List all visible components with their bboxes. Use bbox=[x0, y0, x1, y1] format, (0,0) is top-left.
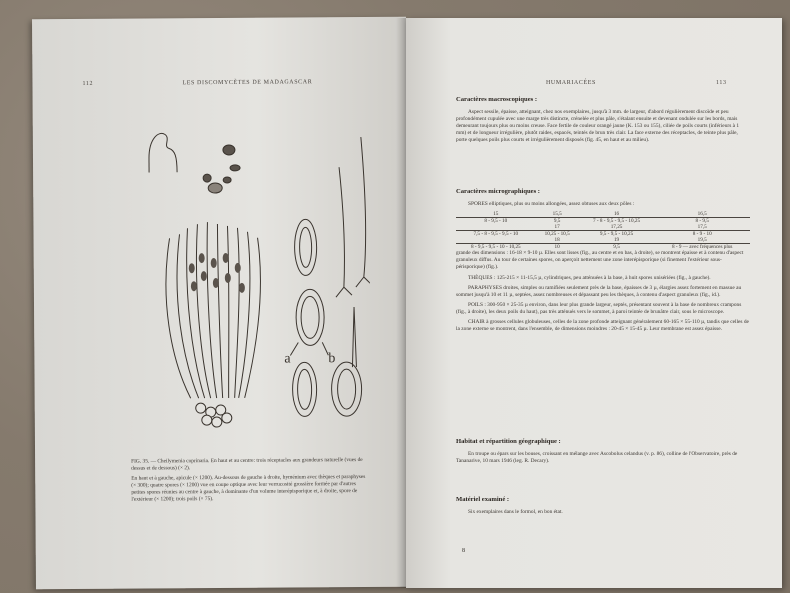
table-cell: 16 bbox=[613, 211, 620, 217]
fungus-illustration-plate bbox=[129, 127, 371, 447]
table-cell: 19,5 bbox=[697, 237, 707, 243]
macroscopic-section bbox=[456, 96, 750, 144]
table-cell: 15 bbox=[493, 211, 499, 217]
table-cell: 9,5 - 9,5 - 10,25 bbox=[599, 231, 634, 237]
table-cell: 19 bbox=[613, 237, 620, 243]
spore-dimensions-table bbox=[456, 211, 750, 250]
table-cell: 17,25 bbox=[610, 224, 623, 230]
paragraph-hairs: POILS : 300-950 × 25-35 µ environ, dans leur plus grande largeur, septés, présentant souvent à la base de nombreux crampons (fig., à droite), les deux poils du haut), pas très atténués vers le sommet, à paroi teintée de brunâtre clair, sous le microscope. bbox=[456, 302, 742, 315]
table-cell: 7 - 8 - 9,5 - 9,5 - 10,25 bbox=[592, 218, 641, 224]
paragraph-paraphyses: PARAPHYSES droites, simples ou ramifiées seulement près de la base, épaisses de 3 µ, élargies assez fortement en massue au sommet jusqu'à 10 et 11 µ, septées, assez nombreuses et dépassant peu les thèques, à contenu d'aspect granuleux (fig., id.). bbox=[456, 285, 742, 298]
table-cell: 8 - 9,5 - 10 bbox=[484, 218, 508, 224]
left-running-head: LES DISCOMYCÈTES DE MADAGASCAR bbox=[182, 79, 313, 87]
material-section bbox=[456, 496, 750, 516]
table-cell: 7,5 - 8 - 9,5 - 9,5 - 10 bbox=[473, 231, 519, 237]
right-page-number: 113 bbox=[716, 80, 727, 86]
hair-drawing-2 bbox=[355, 137, 371, 287]
apicule-drawing bbox=[149, 133, 177, 172]
section-body: Six exemplaires dans le formol, en bon état. bbox=[468, 509, 563, 515]
right-page bbox=[406, 18, 782, 588]
caption-body: En haut et à gauche, apicule (× 1200). Au-dessous de gauche à droite, hyménium avec thèques et paraphyses (× 300); quatre spores (× 1200) vue en coupe optique avec leur verrucosité grossière formée par d'autres petites spores réunies au centre à gauche, à dominante d'un volume interépisporique et, à droite, spore de l'extérieur (× 1200); trois poils (× 75). bbox=[131, 473, 366, 503]
table-cell: 10,25 - 10,5 bbox=[544, 231, 570, 237]
micrographic-section bbox=[456, 188, 750, 333]
hair-drawing-1 bbox=[335, 167, 352, 297]
section-heading: Habitat et répartition géographique : bbox=[456, 438, 561, 445]
hair-drawing-3 bbox=[352, 307, 356, 367]
section-body: En troupe ou épars sur les bouses, croissant en mélange avec Ascobolus celandus (v. p. 86), colline de l'Observatoire, près de Tananarive, 10 mars 1946 (leg. R. Decary). bbox=[456, 451, 738, 464]
table-cell: 17,5 bbox=[697, 224, 707, 230]
paragraph-flesh: CHAIR à grosses cellules globuleuses, celles de la zone profonde atteignant généralement 60-165 × 55-110 µ, tandis que celles de la zone externe se montrent, dans l'ensemble, de dimensions moindres : 20-45 × 15-45 µ. Leur membrane est assez épaisse. bbox=[456, 319, 749, 332]
plate-label-b: b bbox=[328, 351, 336, 367]
caption-title: FIG. 35. — Cheilymenia coprinaria. En haut et au centre: trois réceptacles aux grandeurs naturelle (vues de dessus et de dessous) (× 2). bbox=[131, 457, 363, 472]
hymenium-drawing bbox=[166, 222, 262, 428]
paragraph-asci: THÈQUES : 125-215 × 11-15,5 µ, cylindriques, peu atténuées à la base, à huit spores unisériées (fig., à gauche). bbox=[468, 275, 711, 281]
section-heading: Caractères macroscopiques : bbox=[456, 96, 538, 103]
table-cell: 10 bbox=[554, 244, 560, 250]
plate-label-a: a bbox=[284, 351, 291, 367]
section-heading: Matériel examiné : bbox=[456, 496, 510, 503]
table-cell: 9,5 bbox=[613, 244, 620, 250]
table-cell: 8 - 9 - 10 bbox=[692, 231, 712, 237]
table-cell: 16,5 bbox=[697, 211, 707, 217]
table-cell: 18 bbox=[554, 237, 560, 243]
section-body: Aspect sessile, épaisse, atteignant, chez nos exemplaires, jusqu'à 3 mm. de largeur, d'abord régulièrement discoïde et peu profondément cupulée avec une marge très distincte, crénelée et plus pâle, s'étalant ensuite et devenant ondulée sur les bords, mais demeurant toujours plus ou moins creuse. Face fertile de couleur orangé jaune (K. 153 ou 155), ciliée de poils courts (inférieurs à 1 mm) et de longueur irrégulière, plutôt raides, espacés, teintés de brun très clair. La face externe des réceptacles, de teinte plus pâle, porte quelques poils plus courts et irrégulièrement disposés (fig. 45, en haut et au milieu). bbox=[456, 109, 740, 143]
table-cell: 9,5 bbox=[553, 218, 561, 224]
spore-drawing-2 bbox=[296, 289, 324, 345]
habitat-section bbox=[456, 438, 750, 465]
book-spread bbox=[34, 18, 782, 588]
spore-drawing-4 bbox=[331, 362, 361, 416]
figure-caption bbox=[131, 457, 367, 504]
left-page-number: 112 bbox=[82, 80, 94, 87]
table-cell: 15,5 bbox=[552, 211, 562, 217]
spore-drawing-3 bbox=[292, 362, 316, 416]
left-page bbox=[32, 17, 410, 590]
table-cell: 17 bbox=[554, 224, 560, 230]
signature-mark: 8 bbox=[462, 548, 465, 554]
section-heading: Caractères micrographiques : bbox=[456, 188, 540, 195]
table-cell: 8 - 9,5 bbox=[695, 218, 709, 224]
table-cell: 8 - 9,5 - 9,5 - 10 - 10,25 bbox=[470, 244, 521, 250]
table-cell: 8 - 9 — avec fréquences plus bbox=[671, 244, 733, 250]
right-running-head: HUMARIACÉES bbox=[546, 80, 596, 86]
section-body: SPORES elliptiques, plus ou moins allongées, assez obtuses aux deux pôles : bbox=[468, 201, 635, 207]
spore-description: grande des dimensions : 16-18 × 9-10 µ. Elles sont lisses (fig., au centre et en bas, à droite), se montrent épaisse et à contenu d'aspect granuleux diffus. Au tour de certaines spores, on aperçoit nettement une zone interépisporique (si finement l'extérieur sous-périsporique) (fig.). bbox=[456, 250, 744, 270]
